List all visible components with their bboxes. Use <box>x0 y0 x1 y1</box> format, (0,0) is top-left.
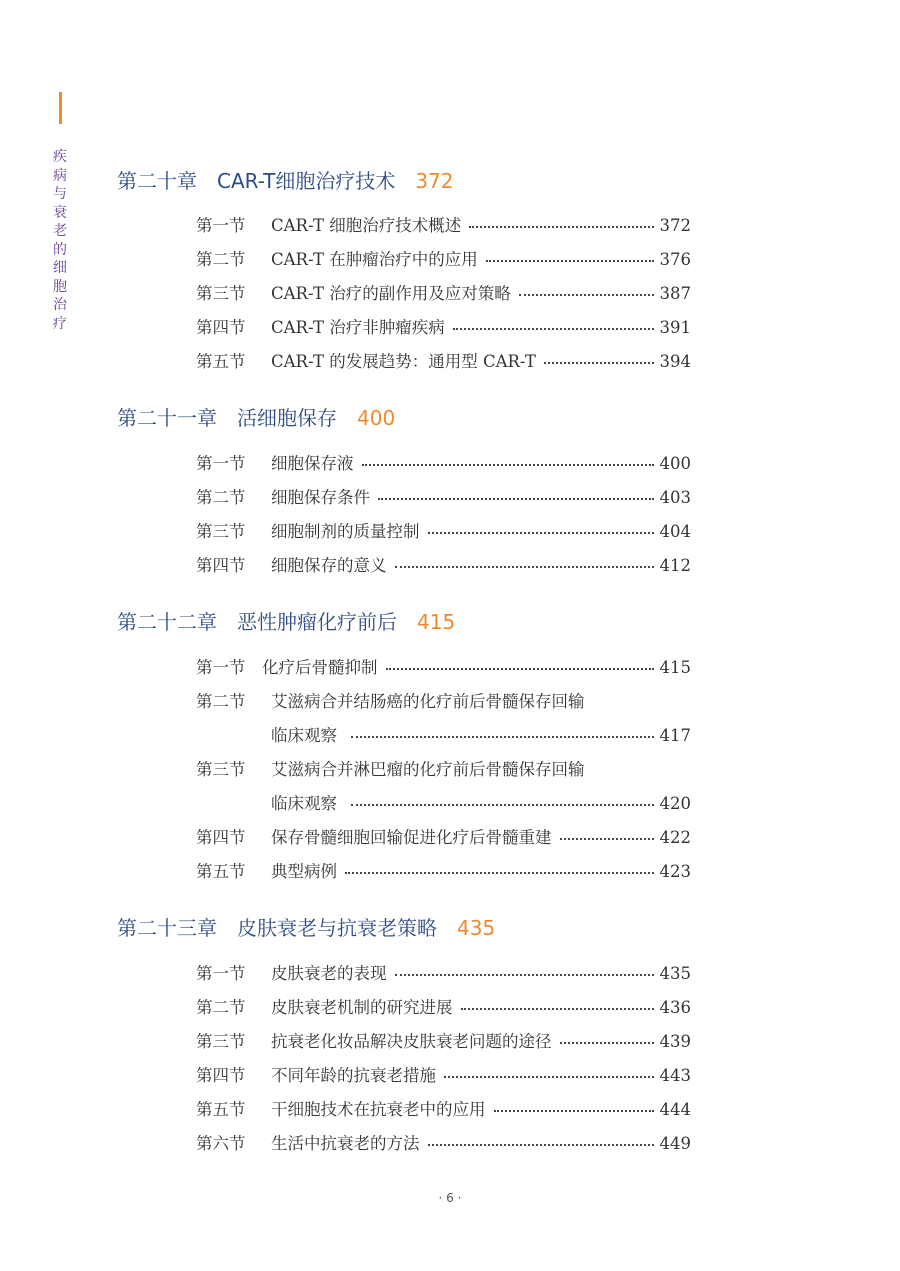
section-number: 第二节 <box>196 692 246 711</box>
section-title: 细胞制剂的质量控制 <box>271 522 420 541</box>
chapter-title: 皮肤衰老与抗衰老策略 <box>237 916 437 940</box>
section-title: CAR-T 治疗非肿瘤疾病 <box>271 318 445 337</box>
section-title: 艾滋病合并淋巴瘤的化疗前后骨髓保存回输 <box>271 760 585 779</box>
section-title-continuation: 临床观察 <box>271 794 337 813</box>
chapter-heading[interactable] <box>117 403 395 433</box>
toc-entry[interactable] <box>196 347 691 377</box>
section-title: 生活中抗衰老的方法 <box>271 1134 420 1153</box>
toc-entry[interactable] <box>196 483 691 513</box>
leader-dots <box>362 464 654 466</box>
toc-entry[interactable] <box>196 993 691 1023</box>
toc-entry[interactable] <box>196 551 691 581</box>
section-page: 422 <box>659 828 691 847</box>
section-page: 391 <box>659 318 691 337</box>
toc-entry[interactable] <box>196 1129 691 1159</box>
toc-entry[interactable] <box>196 687 691 717</box>
section-title: 典型病例 <box>271 862 337 881</box>
toc-entry[interactable] <box>196 959 691 989</box>
chapter-heading[interactable] <box>117 166 454 196</box>
section-page: 376 <box>659 250 691 269</box>
chapter-heading[interactable] <box>117 607 455 637</box>
section-number: 第五节 <box>196 862 246 881</box>
toc-entry[interactable] <box>196 755 691 785</box>
section-number: 第四节 <box>196 556 246 575</box>
accent-bar <box>59 92 62 124</box>
toc-entry-continuation[interactable] <box>271 789 691 819</box>
leader-dots <box>444 1076 654 1078</box>
toc-entry[interactable] <box>196 449 691 479</box>
section-title: 干细胞技术在抗衰老中的应用 <box>271 1100 486 1119</box>
section-title: CAR-T 细胞治疗技术概述 <box>271 216 462 235</box>
leader-dots <box>428 532 654 534</box>
section-page: 444 <box>659 1100 691 1119</box>
chapter-title: CAR-T细胞治疗技术 <box>217 169 396 193</box>
section-page: 420 <box>659 794 691 813</box>
section-title: CAR-T 治疗的副作用及应对策略 <box>271 284 511 303</box>
toc-entry[interactable] <box>196 245 691 275</box>
section-number: 第二节 <box>196 998 246 1017</box>
leader-dots <box>560 1042 654 1044</box>
leader-dots <box>544 362 654 364</box>
section-page: 443 <box>659 1066 691 1085</box>
section-number: 第四节 <box>196 1066 246 1085</box>
toc-entry[interactable] <box>196 1027 691 1057</box>
section-number: 第六节 <box>196 1134 246 1153</box>
section-number: 第一节 <box>196 216 246 235</box>
section-number: 第一节 <box>196 454 246 473</box>
section-number: 第一节 <box>196 658 246 677</box>
section-page: 439 <box>659 1032 691 1051</box>
chapter-page: 435 <box>457 916 496 940</box>
section-title: 艾滋病合并结肠癌的化疗前后骨髓保存回输 <box>271 692 585 711</box>
section-title: CAR-T 的发展趋势：通用型 CAR-T <box>271 352 536 371</box>
section-page: 415 <box>659 658 691 677</box>
chapter-heading[interactable] <box>117 913 495 943</box>
leader-dots <box>560 838 654 840</box>
section-number: 第四节 <box>196 318 246 337</box>
toc-entry[interactable] <box>196 823 691 853</box>
leader-dots <box>453 328 654 330</box>
section-title: 抗衰老化妆品解决皮肤衰老问题的途径 <box>271 1032 552 1051</box>
chapter-page: 372 <box>415 169 454 193</box>
toc-entry-continuation[interactable] <box>271 721 691 751</box>
chapter-page: 400 <box>357 406 396 430</box>
section-page: 449 <box>659 1134 691 1153</box>
leader-dots <box>428 1144 654 1146</box>
section-title: 皮肤衰老的表现 <box>271 964 387 983</box>
toc-entry[interactable] <box>196 279 691 309</box>
section-number: 第二节 <box>196 250 246 269</box>
chapter-prefix: 第二十一章 <box>117 406 217 430</box>
leader-dots <box>351 736 654 738</box>
toc-entry[interactable] <box>196 517 691 547</box>
leader-dots <box>519 294 654 296</box>
toc-entry[interactable] <box>196 1095 691 1125</box>
section-title: 化疗后骨髓抑制 <box>262 658 378 677</box>
section-number: 第四节 <box>196 828 246 847</box>
chapter-title: 活细胞保存 <box>237 406 337 430</box>
section-number: 第三节 <box>196 522 246 541</box>
section-page: 417 <box>659 726 691 745</box>
toc-entry[interactable] <box>196 857 691 887</box>
section-number: 第三节 <box>196 760 246 779</box>
section-page: 403 <box>659 488 691 507</box>
chapter-prefix: 第二十章 <box>117 169 197 193</box>
section-title: CAR-T 在肿瘤治疗中的应用 <box>271 250 478 269</box>
section-page: 436 <box>659 998 691 1017</box>
running-book-title: 疾病与衰老的细胞治疗 <box>53 149 67 332</box>
section-title: 细胞保存的意义 <box>271 556 387 575</box>
section-title: 不同年龄的抗衰老措施 <box>271 1066 436 1085</box>
section-page: 412 <box>659 556 691 575</box>
section-page: 394 <box>659 352 691 371</box>
section-number: 第一节 <box>196 964 246 983</box>
leader-dots <box>486 260 654 262</box>
page-number: · 6 · <box>438 1191 462 1205</box>
toc-entry[interactable] <box>196 1061 691 1091</box>
section-page: 387 <box>659 284 691 303</box>
section-page: 435 <box>659 964 691 983</box>
toc-entry[interactable] <box>196 211 691 241</box>
leader-dots <box>494 1110 654 1112</box>
leader-dots <box>351 804 654 806</box>
leader-dots <box>395 974 654 976</box>
leader-dots <box>386 668 654 670</box>
leader-dots <box>345 872 654 874</box>
section-number: 第三节 <box>196 284 246 303</box>
toc-entry[interactable] <box>196 313 691 343</box>
chapter-prefix: 第二十三章 <box>117 916 217 940</box>
section-title: 皮肤衰老机制的研究进展 <box>271 998 453 1017</box>
section-number: 第五节 <box>196 1100 246 1119</box>
toc-entry[interactable] <box>196 653 691 683</box>
section-page: 400 <box>659 454 691 473</box>
section-page: 372 <box>659 216 691 235</box>
section-title-continuation: 临床观察 <box>271 726 337 745</box>
section-number: 第五节 <box>196 352 246 371</box>
section-title: 保存骨髓细胞回输促进化疗后骨髓重建 <box>271 828 552 847</box>
chapter-prefix: 第二十二章 <box>117 610 217 634</box>
leader-dots <box>378 498 654 500</box>
chapter-title: 恶性肿瘤化疗前后 <box>237 610 397 634</box>
section-title: 细胞保存条件 <box>271 488 370 507</box>
section-page: 423 <box>659 862 691 881</box>
leader-dots <box>461 1008 654 1010</box>
chapter-page: 415 <box>417 610 456 634</box>
section-page: 404 <box>659 522 691 541</box>
section-number: 第三节 <box>196 1032 246 1051</box>
section-number: 第二节 <box>196 488 246 507</box>
leader-dots <box>395 566 654 568</box>
section-title: 细胞保存液 <box>271 454 354 473</box>
leader-dots <box>469 226 653 228</box>
